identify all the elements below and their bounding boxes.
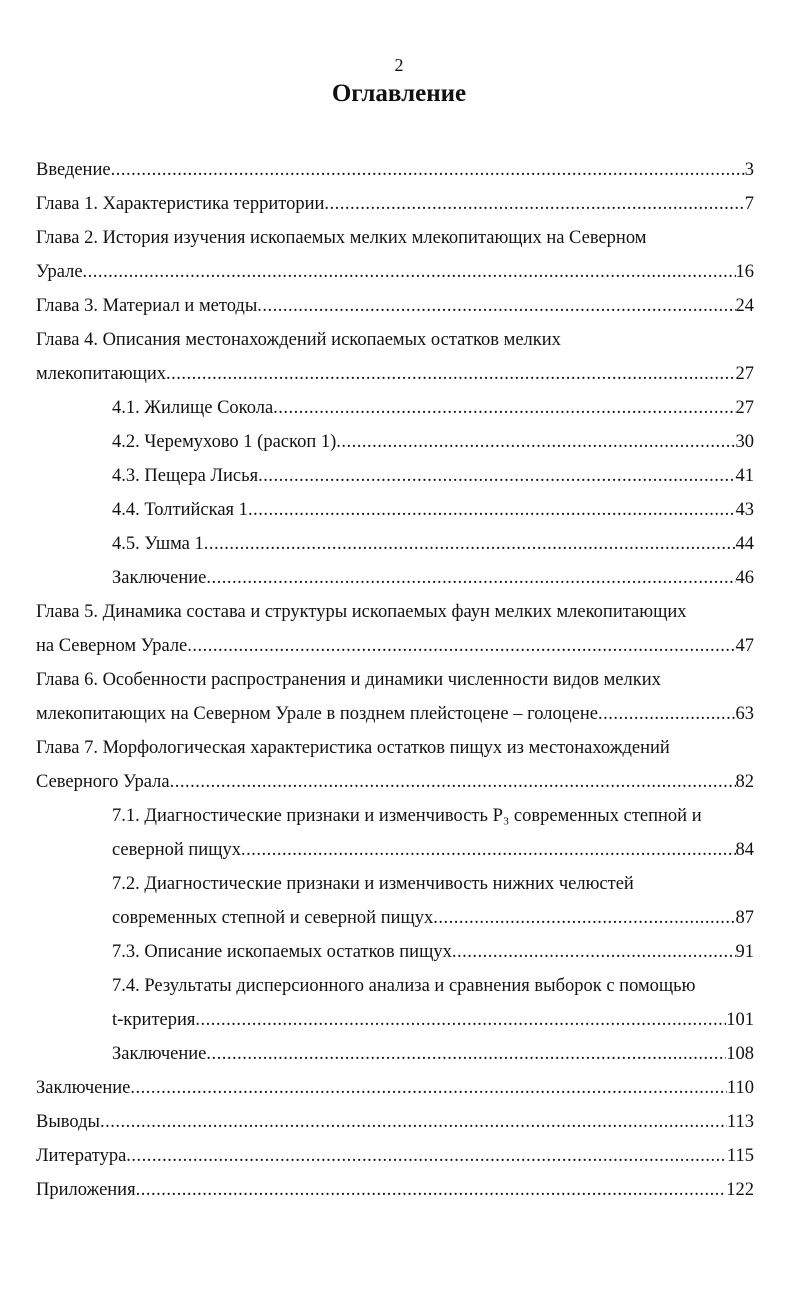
leader-dots [111,153,745,187]
toc-entry-page: 3 [744,160,754,180]
toc-entry-chapter-4-conclusion[interactable] [112,561,754,595]
toc-entry-page: 27 [735,364,754,384]
toc-entry-chapter-3[interactable] [36,289,754,323]
toc-entry-text: Глава 1. Характеристика территории [36,194,325,214]
toc-entry-page: 30 [735,432,754,452]
leader-dots [195,1003,726,1037]
toc-entry-page: 108 [726,1044,754,1064]
toc-entry-section-4-5[interactable] [112,527,754,561]
toc-entry-page: 82 [735,772,754,792]
leader-dots [170,765,736,799]
leader-dots [257,289,735,323]
toc-entry-section-7-1-line1[interactable]: 7.1. Диагностические признаки и изменчивость P₃ современных степной и [112,806,702,826]
toc-entry-page: 44 [735,534,754,554]
toc-entry-page: 47 [735,636,754,656]
toc-entry-chapter-4-line1[interactable]: Глава 4. Описания местонахождений ископаемых остатков мелких [36,330,561,350]
toc-entry-section-7-3[interactable] [112,935,754,969]
leader-dots [241,833,736,867]
toc-entry-text: 4.3. Пещера Лисья [112,466,259,486]
toc-entry-text: t-критерия [112,1010,196,1030]
toc-entry-section-4-4[interactable] [112,493,754,527]
toc-entry-chapter-7[interactable] [36,765,754,799]
toc-entry-section-4-3[interactable] [112,459,754,493]
toc-entry-section-7-1[interactable] [112,833,754,867]
leader-dots [204,527,736,561]
toc-entry-page: 113 [726,1112,754,1132]
toc-entry-chapter-4[interactable] [36,357,754,391]
leader-dots [130,1071,727,1105]
toc-entry-text: Введение [36,160,111,180]
toc-entry-page: 16 [735,262,754,282]
toc-entry-text: Северного Урала [36,772,170,792]
leader-dots [166,357,736,391]
toc-entry-text: Выводы [36,1112,100,1132]
toc-entry-conclusion[interactable] [36,1071,754,1105]
toc-entry-findings[interactable] [36,1105,754,1139]
toc-entry-text: 4.5. Ушма 1 [112,534,204,554]
toc-entry-page: 110 [726,1078,754,1098]
leader-dots [187,629,735,663]
toc-entry-text: млекопитающих [36,364,166,384]
toc-entry-text: Литература [36,1146,127,1166]
toc-entry-page: 43 [735,500,754,520]
leader-dots [206,1037,726,1071]
toc-entry-page: 24 [735,296,754,316]
toc-entry-text: Заключение [112,568,207,588]
toc-entry-introduction[interactable] [36,153,754,187]
page-number: 2 [394,55,404,75]
toc-entry-text: 4.1. Жилище Сокола [112,398,274,418]
toc-entry-chapter-5-line1[interactable]: Глава 5. Динамика состава и структуры ископаемых фаун мелких млекопитающих [36,602,687,622]
leader-dots [100,1105,727,1139]
toc-entry-chapter-7-line1[interactable]: Глава 7. Морфологическая характеристика остатков пищух из местонахождений [36,738,670,758]
leader-dots [126,1139,727,1173]
page-title: Оглавление [331,80,467,107]
leader-dots [336,425,735,459]
toc-entry-page: 27 [735,398,754,418]
toc-entry-page: 122 [726,1180,754,1200]
toc-entry-section-4-2[interactable] [112,425,754,459]
toc-entry-section-7-2-line1[interactable]: 7.2. Диагностические признаки и изменчивость нижних челюстей [112,874,634,894]
leader-dots [273,391,735,425]
toc-entry-text: Урале [36,262,83,282]
leader-dots [136,1173,727,1207]
leader-dots [598,697,736,731]
toc-entry-text: 7.3. Описание ископаемых остатков пищух [112,942,452,962]
leader-dots [258,459,735,493]
toc-entry-text: 4.2. Черемухово 1 (раскоп 1) [112,432,337,452]
toc-entry-text: Приложения [36,1180,136,1200]
toc-entry-section-7-4[interactable] [112,1003,754,1037]
toc-entry-chapter-5[interactable] [36,629,754,663]
toc-entry-chapter-6-line1[interactable]: Глава 6. Особенности распространения и динамики численности видов мелких [36,670,661,690]
toc-entry-page: 46 [735,568,754,588]
toc-entry-appendices[interactable] [36,1173,754,1207]
toc-entry-text: Глава 3. Материал и методы [36,296,258,316]
toc-entry-chapter-2[interactable] [36,255,754,289]
toc-entry-chapter-2-line1[interactable]: Глава 2. История изучения ископаемых мелких млекопитающих на Северном [36,228,647,248]
toc-entry-text: современных степной и северной пищух [112,908,434,928]
toc-entry-page: 7 [744,194,754,214]
toc-entry-text: Заключение [112,1044,207,1064]
toc-entry-page: 91 [735,942,754,962]
toc-entry-page: 84 [735,840,754,860]
toc-entry-text: 4.4. Толтийская 1 [112,500,248,520]
leader-dots [324,187,744,221]
leader-dots [83,255,736,289]
toc-entry-page: 87 [735,908,754,928]
toc-entry-text: Заключение [36,1078,131,1098]
toc-entry-text: северной пищух [112,840,241,860]
leader-dots [206,561,735,595]
toc-entry-section-4-1[interactable] [112,391,754,425]
toc-entry-page: 63 [735,704,754,724]
toc-entry-literature[interactable] [36,1139,754,1173]
toc-entry-text: млекопитающих на Северном Урале в позднем плейстоцене – голоцене [36,704,598,724]
toc-entry-section-7-4-line1[interactable]: 7.4. Результаты дисперсионного анализа и сравнения выборок с помощью [112,976,696,996]
leader-dots [248,493,736,527]
toc-entry-page: 115 [726,1146,754,1166]
leader-dots [452,935,736,969]
toc-entry-section-7-2[interactable] [112,901,754,935]
leader-dots [433,901,735,935]
toc-entry-chapter-1[interactable] [36,187,754,221]
toc-entry-chapter-7-conclusion[interactable] [112,1037,754,1071]
toc-entry-page: 101 [726,1010,754,1030]
toc-entry-page: 41 [735,466,754,486]
toc-entry-text: на Северном Урале [36,636,188,656]
toc-entry-chapter-6[interactable] [36,697,754,731]
